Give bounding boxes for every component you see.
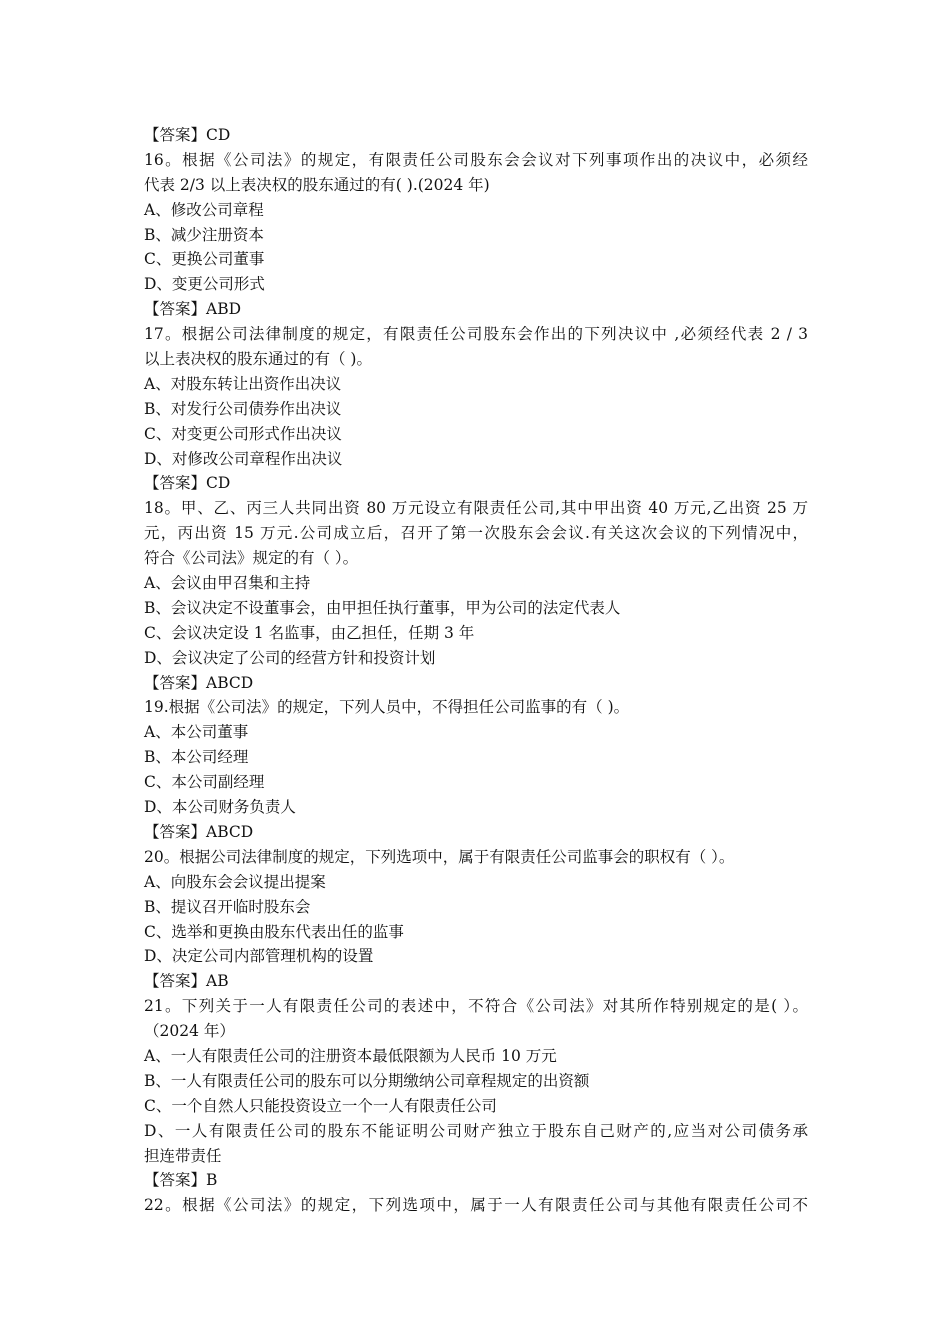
question-17-line-2: 以上表决权的股东通过的有（ )。: [144, 350, 372, 369]
option-21-d-line-1: D、一人有限责任公司的股东不能证明公司财产独立于股东自己财产的,应当对公司债务承: [144, 1121, 808, 1140]
answer-19: 【答案】ABCD: [144, 822, 254, 841]
option-16-a: A、修改公司章程: [144, 200, 264, 219]
option-16-b: B、减少注册资本: [144, 225, 264, 244]
answer-16: 【答案】ABD: [144, 300, 242, 319]
option-21-a: A、一人有限责任公司的注册资本最低限额为人民币 10 万元: [144, 1046, 557, 1065]
option-20-c: C、选举和更换由股东代表出任的监事: [144, 922, 404, 941]
question-18-line-1: 18。甲、乙、丙三人共同出资 80 万元设立有限责任公司,其中甲出资 40 万元,乙出资 25 万: [144, 499, 808, 518]
question-22-line-1: 22。根据《公司法》的规定，下列选项中，属于一人有限责任公司与其他有限责任公司不: [144, 1196, 808, 1215]
question-16-line-2: 代表 2/3 以上表决权的股东通过的有( ).(2024 年): [144, 175, 490, 194]
answer-15: 【答案】CD: [144, 126, 231, 144]
question-16-line-1: 16。根据《公司法》的规定，有限责任公司股东会会议对下列事项作出的决议中，必须经: [144, 150, 808, 169]
option-18-a: A、会议由甲召集和主持: [144, 574, 311, 593]
answer-21: 【答案】B: [144, 1171, 218, 1190]
option-20-a: A、向股东会会议提出提案: [144, 872, 326, 891]
option-20-b: B、提议召开临时股东会: [144, 897, 311, 916]
question-17-line-1: 17。根据公司法律制度的规定，有限责任公司股东会作出的下列决议中 ,必须经代表 2 / 3: [144, 325, 808, 344]
option-18-d: D、会议决定了公司的经营方针和投资计划: [144, 648, 436, 667]
option-17-c: C、对变更公司形式作出决议: [144, 424, 342, 443]
option-16-d: D、变更公司形式: [144, 275, 265, 294]
question-21-line-1: 21。下列关于一人有限责任公司的表述中，不符合《公司法》对其所作特别规定的是( ）。: [144, 997, 808, 1016]
option-16-c: C、更换公司董事: [144, 250, 265, 269]
question-21-line-2: （2024 年）: [144, 1022, 235, 1041]
option-21-b: B、一人有限责任公司的股东可以分期缴纳公司章程规定的出资额: [144, 1071, 590, 1090]
option-17-a: A、对股东转让出资作出决议: [144, 374, 342, 393]
answer-17: 【答案】CD: [144, 474, 231, 493]
question-19: 19.根据《公司法》的规定，下列人员中，不得担任公司监事的有（ )。: [144, 698, 630, 717]
question-18-line-3: 符合《公司法》规定的有（ ）。: [144, 549, 359, 568]
option-17-d: D、对修改公司章程作出决议: [144, 449, 343, 468]
option-18-b: B、会议决定不设董事会，由甲担任执行董事，甲为公司的法定代表人: [144, 598, 621, 617]
option-21-c: C、一个自然人只能投资设立一个一人有限责任公司: [144, 1096, 497, 1115]
question-20: 20。根据公司法律制度的规定，下列选项中，属于有限责任公司监事会的职权有（ ）。: [144, 847, 735, 866]
question-18-line-2: 元，丙出资 15 万元.公司成立后，召开了第一次股东会会议.有关这次会议的下列情况中，: [144, 524, 808, 543]
answer-18: 【答案】ABCD: [144, 673, 254, 692]
option-19-c: C、本公司副经理: [144, 773, 265, 792]
option-19-d: D、本公司财务负责人: [144, 798, 296, 817]
document-page: [144, 123, 824, 1218]
option-20-d: D、决定公司内部管理机构的设置: [144, 947, 374, 966]
option-17-b: B、对发行公司债券作出决议: [144, 399, 342, 418]
option-19-b: B、本公司经理: [144, 748, 249, 767]
answer-20: 【答案】AB: [144, 972, 229, 991]
option-21-d-line-2: 担连带责任: [144, 1146, 222, 1165]
option-19-a: A、本公司董事: [144, 723, 249, 742]
option-18-c: C、会议决定设 1 名监事，由乙担任，任期 3 年: [144, 623, 475, 642]
